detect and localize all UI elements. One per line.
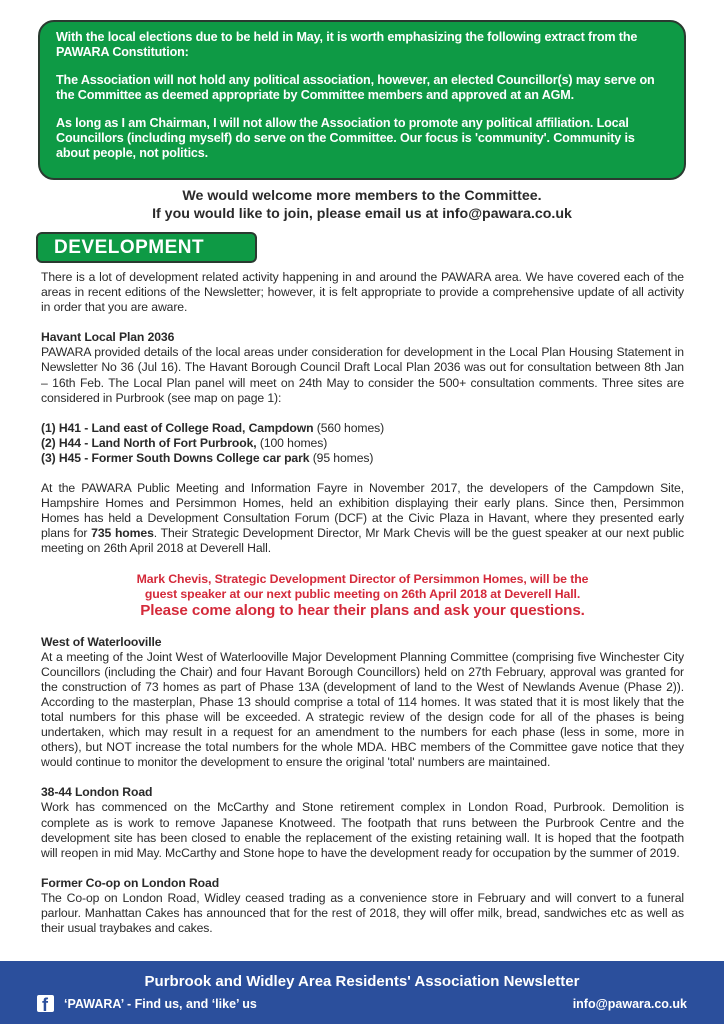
- london-road-heading: 38-44 London Road: [41, 785, 153, 800]
- guest-speaker-callout: Mark Chevis, Strategic Development Director of Persimmon Homes, will be the guest speaker at our next public meeting on 26th April 2018 at Deverell Hall. Please come along to hear their plans and ask your questions.: [136, 571, 589, 619]
- notice-paragraph: As long as I am Chairman, I will not allow the Association to promote any political affiliation. Local Councillors (including myself) do serve on the Committee. Our focus is 'community'. Community is about people, not politics.: [56, 116, 635, 160]
- intro-paragraph: There is a lot of development related activity happening in and around the PAWARA area. We have covered each of the areas in recent editions of the Newsletter; however, it is felt appropriate to provide a comprehensive update of all activity in order that you are aware.: [41, 270, 684, 315]
- fayre-paragraph: At the PAWARA Public Meeting and Information Fayre in November 2017, the developers of the Campdown Site, Hampshire Homes and Persimmon Homes, held an exhibition displaying their early plans. Since then, Persimmon Homes has held a Development Consultation Forum (DCF) at the Civic Plaza in Havant, where they presented early plans for 735 homes. Their Strategic Development Director, Mr Mark Chevis will be the guest speaker at our next public meeting on 26th April 2018 at Deverell Hall.: [41, 481, 685, 556]
- committee-invitation: [0, 187, 724, 223]
- footer-title: Purbrook and Widley Area Residents' Association Newsletter: [144, 973, 580, 990]
- site-item: (3) H45 - Former South Downs College car park (95 homes): [41, 450, 374, 465]
- facebook-icon[interactable]: f: [37, 995, 54, 1012]
- havant-heading: Havant Local Plan 2036: [41, 330, 175, 345]
- sites-list: [41, 421, 684, 466]
- constitution-notice-box: [38, 20, 686, 180]
- london-road-body: Work has commenced on the McCarthy and Stone retirement complex in London Road, Purbrook. Demolition is complete as is work to remove Japanese Knotweed. The footpath that runs between the Purbrook Centre and the development site has been closed to enable the replacement of the existing retaining wall. It is hoped that the footpath will reopen in mid May. McCarthy and Stone hope to have the development ready for occupation by the summer of 2019.: [41, 800, 684, 860]
- notice-paragraph: With the local elections due to be held in May, it is worth emphasizing the following extract from the PAWARA Constitution:: [56, 30, 638, 59]
- site-item: (2) H44 - Land North of Fort Purbrook, (100 homes): [41, 435, 328, 450]
- coop-body: The Co-op on London Road, Widley ceased trading as a convenience store in February and will convert to a funeral parlour. Manhattan Cakes has announced that for the rest of 2018, they will offer milk, bread, sandwiches etc as well as their usual traybakes and cakes.: [41, 890, 684, 936]
- invitation-line-2: If you would like to join, please email us at info@pawara.co.uk: [152, 206, 572, 222]
- havant-body: PAWARA provided details of the local areas under consideration for development in the Local Plan Housing Statement in Newsletter No 36 (Jul 16). The Havant Borough Council Draft Local Plan 2036 was out for consultation between 8th Jan – 16th Feb. The Local Plan panel will meet on 24th May to consider the 500+ consultation comments. Three sites are considered in Purbrook (see map on page 1):: [41, 345, 684, 405]
- waterlooville-body: At a meeting of the Joint West of Waterlooville Major Development Planning Committee (comprising five Winchester City Councillors (including the Chair) and four Havant Borough Councillors) held on 27th February, approval was granted for the construction of 73 homes as part of Phase 13A (development of land to the West of Newlands Avenue (Phase 2)). According to the masterplan, Phase 13 should comprise a total of 114 homes. It was stated that it is most likely that the total numbers for this phase will be exceeded. A strategic review of the design code for all of the phases is being undertaken, which may result in a request for an amendment to the numbers for each phase (less in some, more in others), but NOT increase the total numbers for the whole MDA. HBC members of the Committee gave notice that they would continue to monitor the development to ensure the original 'total' numbers are maintained.: [41, 649, 684, 770]
- site-item: (1) H41 - Land east of College Road, Campdown (560 homes): [41, 420, 385, 435]
- invitation-line-1: We would welcome more members to the Committee.: [182, 188, 542, 204]
- coop-heading: Former Co-op on London Road: [41, 875, 220, 890]
- facebook-link[interactable]: ‘PAWARA’ - Find us, and ‘like’ us: [64, 997, 257, 1011]
- section-heading-development: DEVELOPMENT: [36, 232, 257, 263]
- footer-email-link[interactable]: info@pawara.co.uk: [572, 997, 687, 1011]
- newsletter-footer: [0, 961, 724, 1024]
- waterlooville-heading: West of Waterlooville: [41, 634, 162, 649]
- development-article: [41, 270, 684, 936]
- notice-paragraph: The Association will not hold any political association, however, an elected Councillor(s) may serve on the Committee as deemed appropriate by Committee members and approved at an AGM.: [56, 73, 655, 102]
